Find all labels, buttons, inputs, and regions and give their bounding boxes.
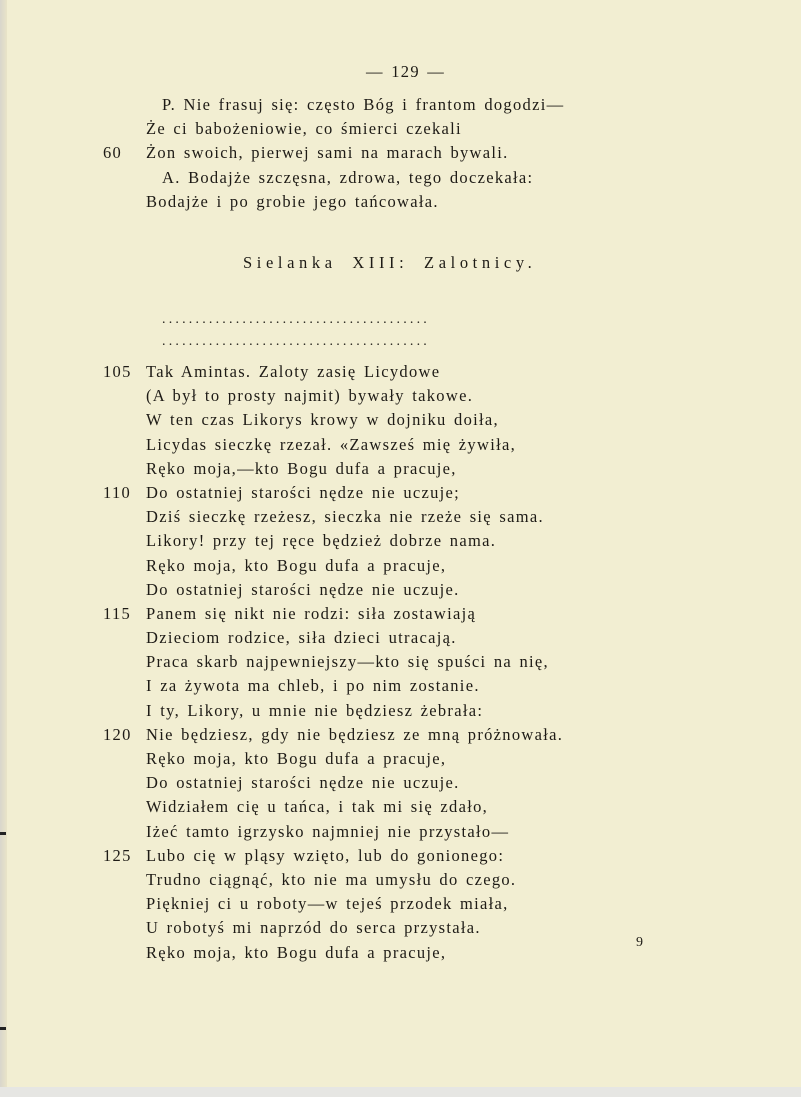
verse-text: Ręko moja, kto Bogu dufa a pracuje, xyxy=(146,942,447,962)
verse-text: I za żywota ma chleb, i po nim zostanie. xyxy=(146,676,480,696)
verse-text: Licydas sieczkę rzezał. «Zawsześ mię żywiła, xyxy=(146,434,517,454)
book-spine-edge xyxy=(0,0,7,1087)
verse-text: Likory! przy tej ręce będzież dobrze nama. xyxy=(146,531,497,551)
verse-text: Panem się nikt nie rodzi: siła zostawiają xyxy=(146,603,477,623)
line-number: 110 xyxy=(103,482,132,502)
spine-mark xyxy=(0,832,6,835)
verse-text: Widziałem cię u tańca, i tak mi się zdało, xyxy=(146,797,489,817)
verse-text: Ręko moja, kto Bogu dufa a pracuje, xyxy=(146,749,447,768)
verse-text: A. Bodajże szczęsna, zdrowa, tego doczekała: xyxy=(162,167,534,187)
verse-text: P. Nie frasuj się: często Bóg i frantom dogodzi— xyxy=(162,95,565,114)
verse-text: Dzieciom rodzice, siła dzieci utracają. xyxy=(146,628,457,648)
verse-text: W ten czas Likorys krowy w dojniku doiła, xyxy=(146,410,499,430)
page-number-header: — 129 — xyxy=(366,62,446,81)
line-number: 60 xyxy=(103,143,123,163)
verse-text: Ręko moja, kto Bogu dufa a pracuje, xyxy=(146,555,447,575)
verse-text: Do ostatniej starości nędze nie uczuje. xyxy=(146,579,460,599)
section-title: Sielanka XIII: Zalotnicy. xyxy=(243,253,537,272)
verse-text: Dziś sieczkę rzeżesz, sieczka nie rzeże się sama. xyxy=(146,507,544,527)
verse-text: Ręko moja,—kto Bogu dufa a pracuje, xyxy=(146,458,457,478)
verse-text: Lubo cię w pląsy wzięto, lub do gonionego: xyxy=(146,845,505,865)
line-number: 115 xyxy=(103,603,132,623)
verse-text: Bodajże i po grobie jego tańcowała. xyxy=(146,191,439,211)
verse-text: Tak Amintas. Zaloty zasię Licydowe xyxy=(146,362,441,381)
verse-text: Iżeć tamto igrzysko najmniej nie przystało— xyxy=(146,821,510,841)
verse-text: Do ostatniej starości nędze nie uczuje. xyxy=(146,773,460,793)
verse-text: Trudno ciągnąć, kto nie ma umysłu do czego. xyxy=(146,869,517,889)
verse-text: Praca skarb najpewniejszy—kto się spuści na nię, xyxy=(146,652,549,672)
spine-mark xyxy=(0,1027,6,1030)
verse-text: Piękniej ci u roboty—w tejeś przodek miała, xyxy=(146,894,509,914)
verse-text: Żon swoich, pierwej sami na marach bywali. xyxy=(146,143,509,163)
verse-text: Że ci babożeniowie, co śmierci czekali xyxy=(146,119,462,139)
verse-text: I ty, Likory, u mnie nie będziesz żebrała: xyxy=(146,700,484,720)
omission-dots: ........................................ xyxy=(162,312,430,327)
signature-mark: 9 xyxy=(636,935,645,950)
scan-bottom-border xyxy=(0,1087,801,1097)
verse-text: (A był to prosty najmit) bywały takowe. xyxy=(146,386,474,406)
verse-text: U robotyś mi naprzód do serca przystała. xyxy=(146,918,481,938)
verse-text: Nie będziesz, gdy nie będziesz ze mną próżnowała. xyxy=(146,724,564,744)
line-number: 125 xyxy=(103,845,132,865)
verse-text: Do ostatniej starości nędze nie uczuje; xyxy=(146,482,461,502)
line-number: 120 xyxy=(103,724,132,744)
omission-dots: ........................................ xyxy=(162,334,430,349)
line-number: 105 xyxy=(103,362,132,381)
